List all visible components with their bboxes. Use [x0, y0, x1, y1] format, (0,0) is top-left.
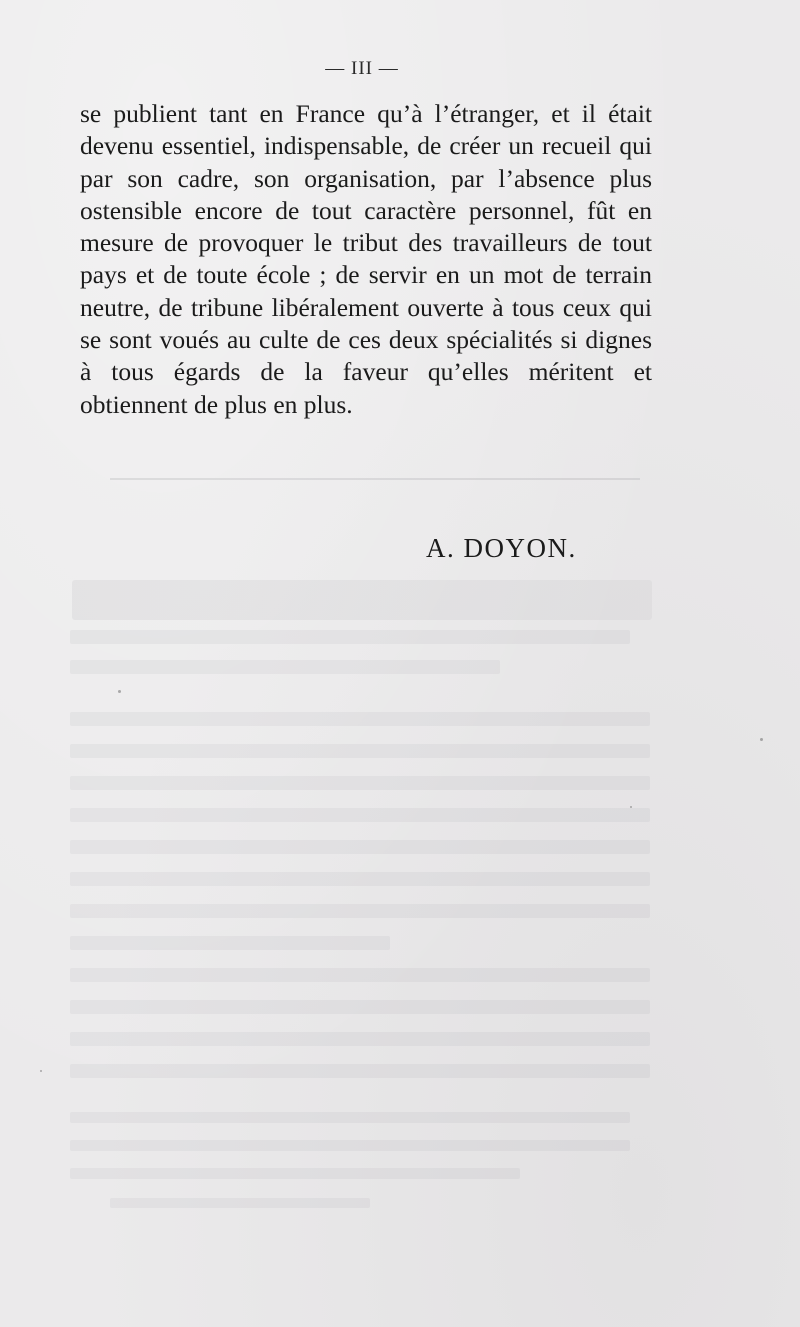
- body-paragraph: se publient tant en France qu’à l’étranger, et il était devenu essentiel, indispensable, de créer un recueil qui par son cadre, son organisation, par l’absence plus ostensible encore de tout caractère personnel, fût en mesure de provoquer le tribut des travailleurs de tout pays et de toute école ; de servir en un mot de terrain neutre, de tribune libéralement ouverte à tous ceux qui se sont voués au culte de ces deux spécialités si dignes à tous égards de la faveur qu’elles méritent et obtiennent de plus en plus.: [80, 99, 652, 419]
- bleed-through-footer: [110, 1198, 370, 1208]
- bleed-through-line: [70, 872, 650, 886]
- bleed-through-footnote: [70, 1168, 520, 1179]
- paper-speck: [760, 738, 763, 741]
- page-number: — III —: [325, 58, 399, 79]
- bleed-through-line: [70, 808, 650, 822]
- bleed-through-line: [70, 1000, 650, 1014]
- bleed-through-line: [70, 744, 650, 758]
- paper-speck: [630, 806, 632, 808]
- bleed-through-footnote: [70, 1112, 630, 1123]
- bleed-through-line: [70, 968, 650, 982]
- bleed-through-line: [70, 776, 650, 790]
- bleed-through-line: [70, 936, 390, 950]
- bleed-through-line: [70, 840, 650, 854]
- bleed-through-line: [70, 630, 630, 644]
- bleed-through-line: [70, 1032, 650, 1046]
- bleed-through-rule: [110, 478, 640, 480]
- author-signature: A. DOYON.: [426, 533, 577, 563]
- bleed-through-footnote: [70, 1140, 630, 1151]
- bleed-through-heading: [72, 580, 652, 620]
- bleed-through-line: [70, 904, 650, 918]
- bleed-through-line: [70, 712, 650, 726]
- bleed-through-line: [70, 660, 500, 674]
- paper-speck: [40, 1070, 42, 1072]
- paper-speck: [118, 690, 121, 693]
- bleed-through-line: [70, 1064, 650, 1078]
